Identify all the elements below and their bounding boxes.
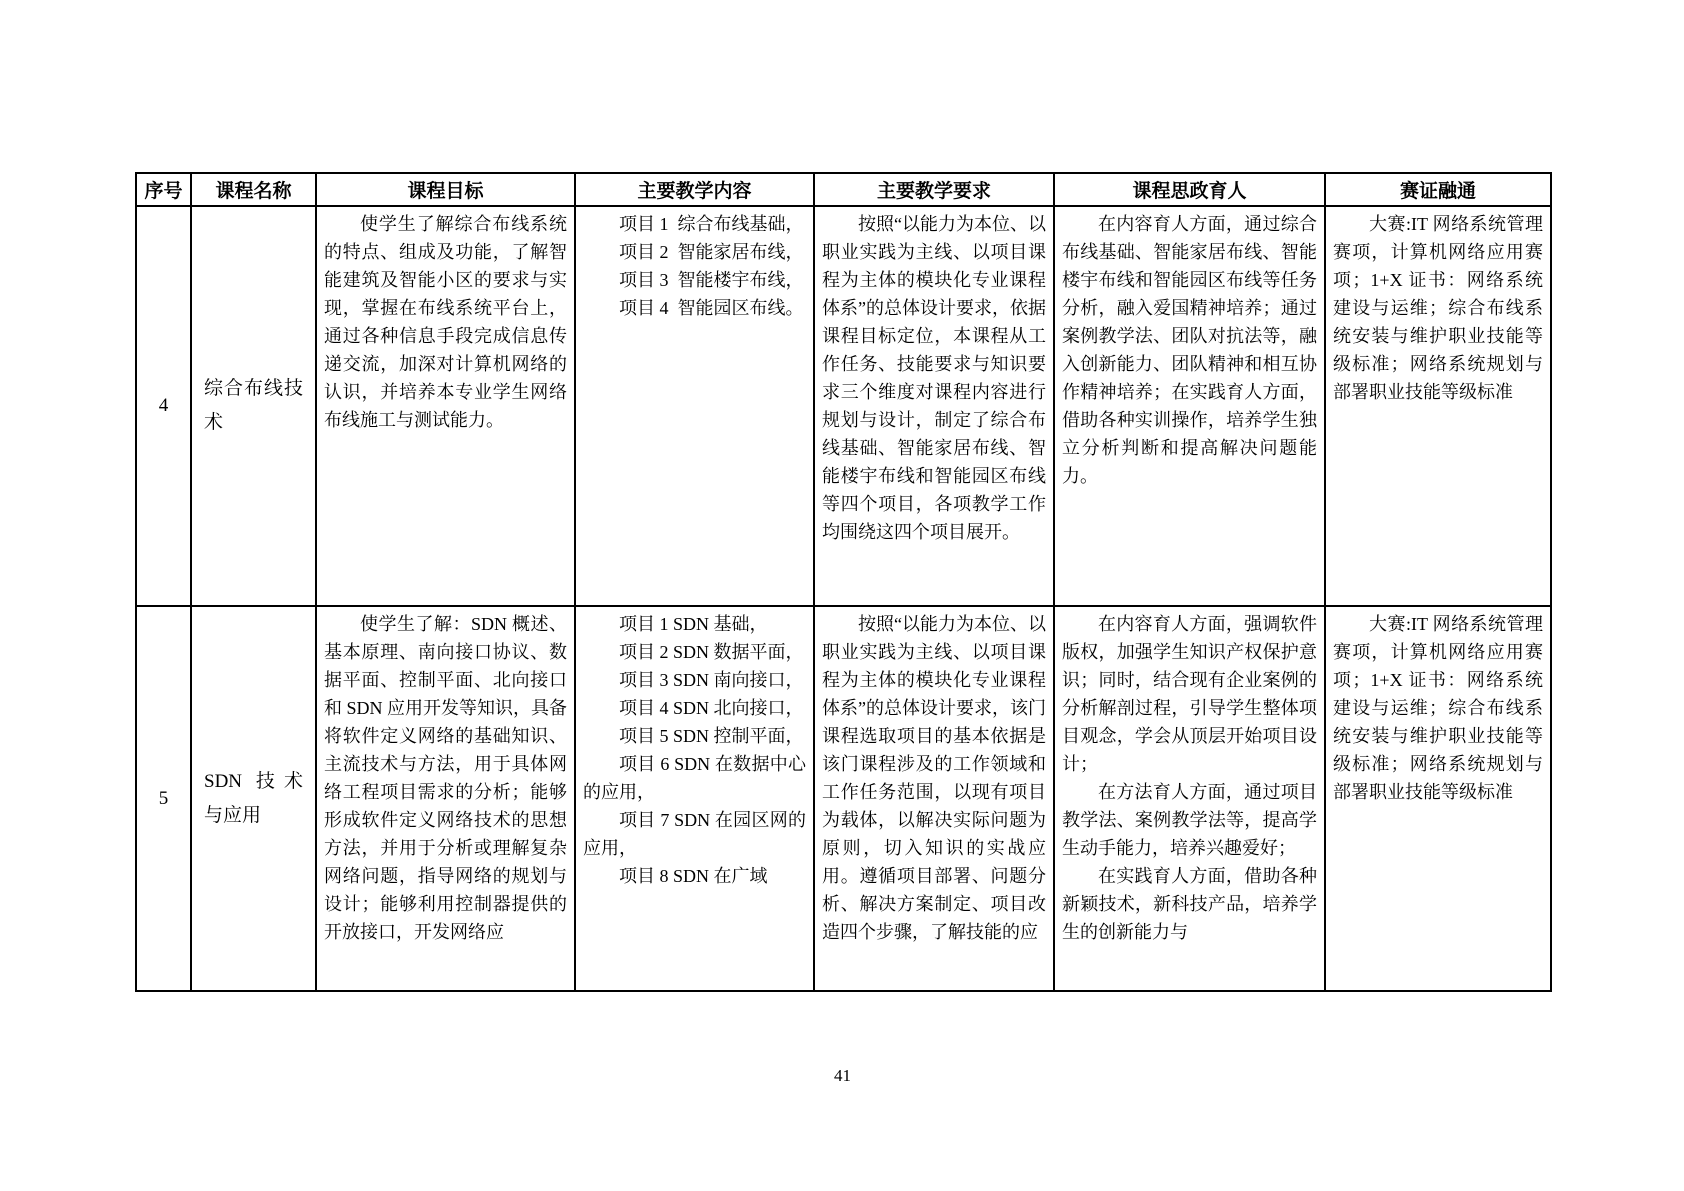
- course-table: [135, 172, 1552, 992]
- paragraph: 在方法育人方面，通过项目教学法、案例教学法等，提高学生动手能力，培养兴趣爱好；: [1062, 782, 1317, 858]
- cell-course-name: [191, 606, 316, 991]
- paragraph: 在内容育人方面，通过综合布线基础、智能家居布线、智能楼宇布线和智能园区布线等任务分析，融入爱国精神培养；通过案例教学法、团队对抗法等，融入创新能力、团队精神和相互协作精神培养；在实践育人方面，借助各种实训操作，培养学生独立分析判断和提高解决问题能力。: [1062, 214, 1317, 486]
- table-row-course-4: [136, 206, 1551, 606]
- header-cert-integration: 赛证融通: [1325, 173, 1551, 206]
- paragraph: 项目 2 SDN 数据平面，: [619, 642, 804, 662]
- cell-course-name: [191, 206, 316, 606]
- cell-course-objectives: [316, 206, 575, 606]
- cell-ideology-education: [1054, 206, 1325, 606]
- header-ideology-education: 课程思政育人: [1054, 173, 1325, 206]
- course-name-text: SDN 技术与应用: [204, 770, 303, 826]
- cell-teaching-requirements: [814, 606, 1054, 991]
- paragraph: 按照“以能力为本位、以职业实践为主线、以项目课程为主体的模块化专业课程体系”的总体设计要求，依据课程目标定位，本课程从工作任务、技能要求与知识要求三个维度对课程内容进行规划与设计，制定了综合布线基础、智能家居布线、智能楼宇布线和智能园区布线等四个项目，各项教学工作均围绕这四个项目展开。: [822, 214, 1046, 542]
- page-number: 41: [834, 1066, 851, 1085]
- table-row-course-5: [136, 606, 1551, 991]
- cell-teaching-content: [575, 606, 814, 991]
- cell-cert-integration: [1325, 206, 1551, 606]
- header-teaching-requirements: 主要教学要求: [814, 173, 1054, 206]
- paragraph: 使学生了解综合布线系统的特点、组成及功能，了解智能建筑及智能小区的要求与实现，掌握在布线系统平台上，通过各种信息手段完成信息传递交流，加深对计算机网络的认识，并培养本专业学生网络布线施工与测试能力。: [324, 214, 567, 430]
- cell-ideology-education: [1054, 606, 1325, 991]
- header-course-name: 课程名称: [191, 173, 316, 206]
- paragraph: 在内容育人方面，强调软件版权，加强学生知识产权保护意识；同时，结合现有企业案例的分析解剖过程，引导学生整体项目观念，学会从顶层开始项目设计；: [1062, 614, 1317, 774]
- cell-course-objectives: [316, 606, 575, 991]
- paragraph: 项目 2 智能家居布线，: [619, 242, 804, 262]
- paragraph: 项目 4 SDN 北向接口，: [619, 698, 804, 718]
- paragraph: 大赛:IT 网络系统管理赛项，计算机网络应用赛项；1+X 证书：网络系统建设与运维；综合布线系统安装与维护职业技能等级标准；网络系统规划与部署职业技能等级标准: [1333, 614, 1543, 802]
- paragraph: 项目 3 智能楼宇布线，: [619, 270, 804, 290]
- paragraph: 项目 5 SDN 控制平面，: [619, 726, 804, 746]
- cell-seq-no: 5: [136, 606, 191, 991]
- cell-teaching-requirements: [814, 206, 1054, 606]
- paragraph: 项目 4 智能园区布线。: [619, 298, 804, 318]
- header-course-objectives: 课程目标: [316, 173, 575, 206]
- table-header-row: [136, 173, 1551, 206]
- cell-teaching-content: [575, 206, 814, 606]
- paragraph: 使学生了解：SDN 概述、基本原理、南向接口协议、数据平面、控制平面、北向接口和 SDN 应用开发等知识，具备将软件定义网络的基础知识、主流技术与方法，用于具体网络工程项目需求的分析；能够形成软件定义网络技术的思想方法，并用于分析或理解复杂网络问题，指导网络的规划与设计；能够利用控制器提供的开放接口，开发网络应: [324, 614, 568, 942]
- cell-seq-no: 4: [136, 206, 191, 606]
- header-teaching-content: 主要教学内容: [575, 173, 814, 206]
- paragraph: 项目 7 SDN 在园区网的应用，: [583, 810, 806, 858]
- paragraph: 项目 1 综合布线基础，: [619, 214, 804, 234]
- cell-cert-integration: [1325, 606, 1551, 991]
- course-name-text: 综合布线技术: [204, 378, 303, 433]
- paragraph: 项目 8 SDN 在广域: [619, 866, 768, 886]
- paragraph: 项目 6 SDN 在数据中心的应用，: [583, 754, 806, 802]
- header-seq-no: 序号: [136, 173, 191, 206]
- paragraph: 项目 1 SDN 基础，: [619, 614, 768, 634]
- paragraph: 大赛:IT 网络系统管理赛项，计算机网络应用赛项；1+X 证书：网络系统建设与运维；综合布线系统安装与维护职业技能等级标准；网络系统规划与部署职业技能等级标准: [1333, 214, 1543, 402]
- paragraph: 按照“以能力为本位、以职业实践为主线、以项目课程为主体的模块化专业课程体系”的总体设计要求，该门课程选取项目的基本依据是该门课程涉及的工作领域和工作任务范围，以现有项目为载体，以解决实际问题为原则，切入知识的实战应用。遵循项目部署、问题分析、解决方案制定、项目改造四个步骤，了解技能的应: [822, 614, 1046, 942]
- paragraph: 在实践育人方面，借助各种新颖技术，新科技产品，培养学生的创新能力与: [1062, 866, 1317, 942]
- paragraph: 项目 3 SDN 南向接口，: [619, 670, 804, 690]
